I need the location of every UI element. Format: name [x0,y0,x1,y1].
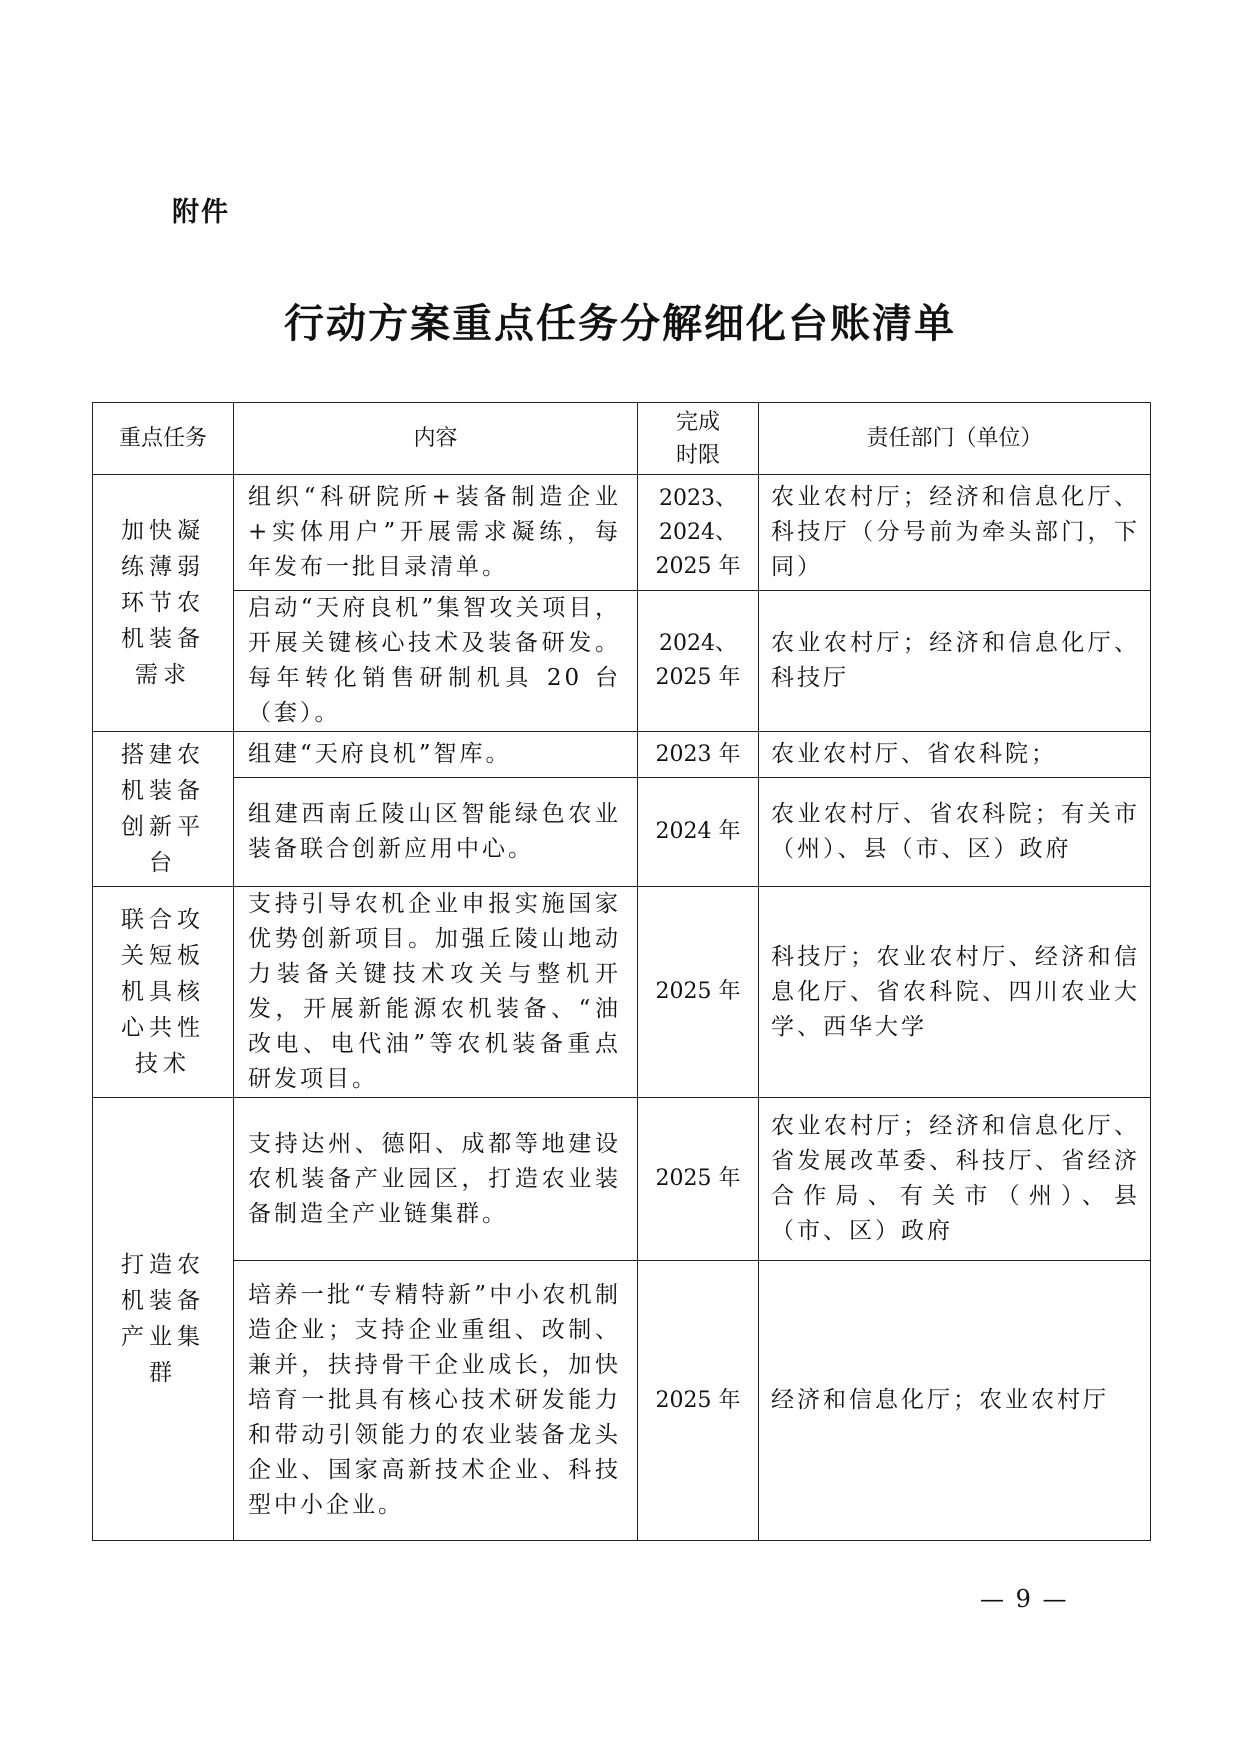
task-cell: 打造农机装备产业集群 [93,1098,234,1541]
dept-cell: 农业农村厅；经济和信息化厅、科技厅 [759,591,1151,732]
deadline-cell: 2023、 2024、 2025 年 [638,475,759,591]
content-cell: 组建西南丘陵山区智能绿色农业装备联合创新应用中心。 [234,778,638,887]
header-task: 重点任务 [93,403,234,475]
task-cell: 搭建农机装备创新平台 [93,732,234,887]
deadline-cell: 2025 年 [638,1261,759,1541]
header-content: 内容 [234,403,638,475]
task-cell: 加快凝练薄弱环节农机装备需求 [93,475,234,732]
content-cell: 培养一批“专精特新”中小农机制造企业；支持企业重组、改制、兼并，扶持骨干企业成长，加快培育一批具有核心技术研发能力和带动引领能力的农业装备龙头企业、国家高新技术企业、科技型中小企业。 [234,1261,638,1541]
deadline-cell: 2024、 2025 年 [638,591,759,732]
table-row [93,1098,1151,1261]
page-number: — 9 — [980,1585,1069,1613]
dept-cell: 经济和信息化厅；农业农村厅 [759,1261,1151,1541]
task-cell: 联合攻关短板机具核心共性技术 [93,887,234,1098]
header-deadline: 完成 时限 [638,403,759,475]
content-cell: 启动“天府良机”集智攻关项目，开展关键核心技术及装备研发。每年转化销售研制机具 20 台（套）。 [234,591,638,732]
deadline-cell: 2025 年 [638,1098,759,1261]
dept-cell: 农业农村厅；经济和信息化厅、科技厅（分号前为牵头部门，下同） [759,475,1151,591]
dept-cell: 农业农村厅；经济和信息化厅、省发展改革委、科技厅、省经济合作局、有关市（州）、县（市、区）政府 [759,1098,1151,1261]
table-row [93,732,1151,778]
header-dept: 责任部门（单位） [759,403,1151,475]
deadline-cell: 2024 年 [638,778,759,887]
table-row [93,778,1151,887]
content-cell: 支持引导农机企业申报实施国家优势创新项目。加强丘陵山地动力装备关键技术攻关与整机开发，开展新能源农机装备、“油改电、电代油”等农机装备重点研发项目。 [234,887,638,1098]
dept-cell: 科技厅；农业农村厅、经济和信息化厅、省农科院、四川农业大学、西华大学 [759,887,1151,1098]
dept-cell: 农业农村厅、省农科院； [759,732,1151,778]
table-row [93,591,1151,732]
content-cell: 支持达州、德阳、成都等地建设农机装备产业园区，打造农业装备制造全产业链集群。 [234,1098,638,1261]
dept-cell: 农业农村厅、省农科院；有关市（州）、县（市、区）政府 [759,778,1151,887]
table-header-row [93,403,1151,475]
table-row [93,475,1151,591]
table-row [93,887,1151,1098]
task-ledger-table [92,402,1151,1541]
deadline-cell: 2025 年 [638,887,759,1098]
content-cell: 组织“科研院所+装备制造企业+实体用户”开展需求凝练，每年发布一批目录清单。 [234,475,638,591]
document-title: 行动方案重点任务分解细化台账清单 [284,300,956,347]
attachment-label: 附件 [172,197,230,228]
table-row [93,1261,1151,1541]
content-cell: 组建“天府良机”智库。 [234,732,638,778]
deadline-cell: 2023 年 [638,732,759,778]
